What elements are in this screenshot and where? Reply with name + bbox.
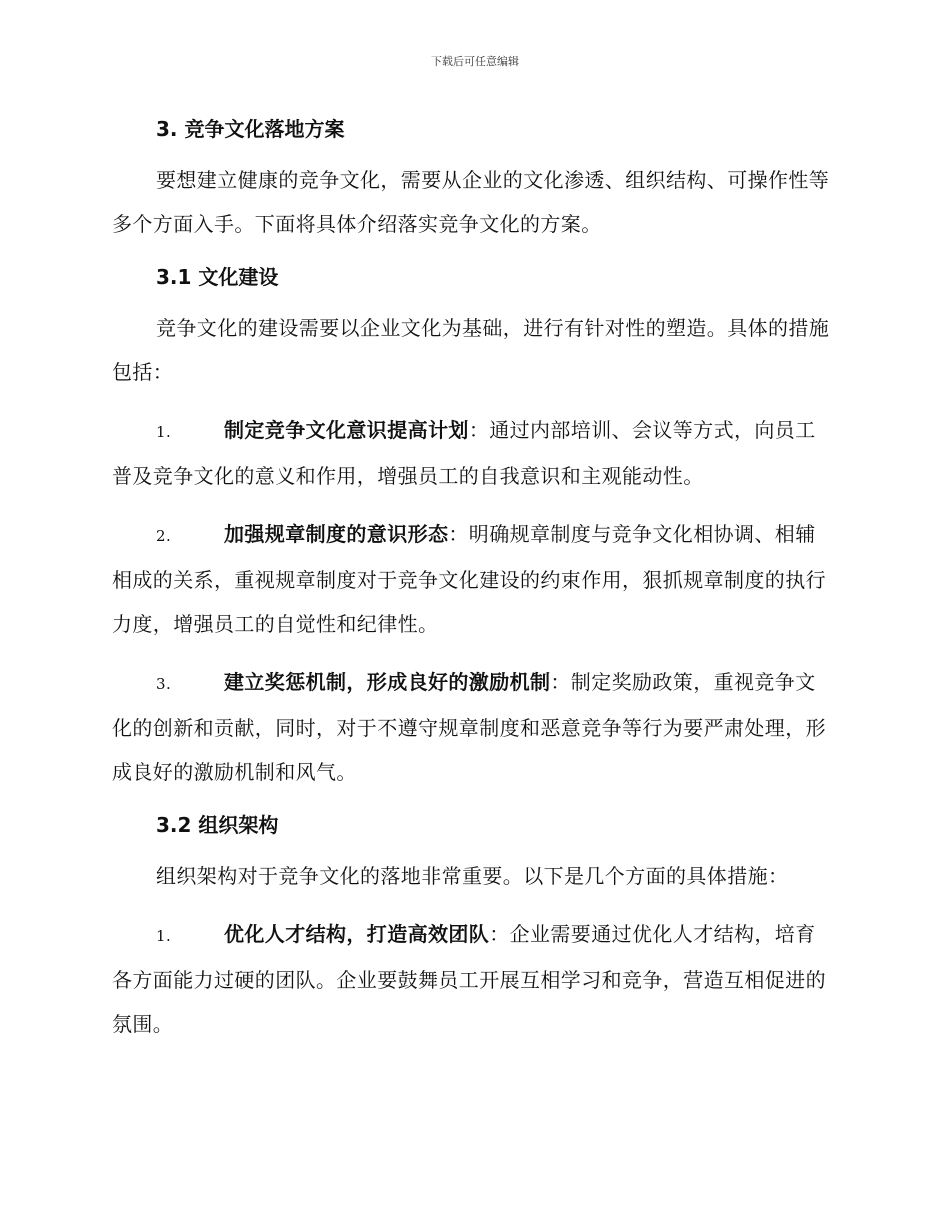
section-heading-3-2: 3.2 组织架构	[156, 813, 279, 837]
list-item-text: ：制定奖励政策，重视竞争文化的创新和贡献，同时，对于不遵守规章制度和恶意竞争等行为要严肃处理，形成良好的激励机制和风气。	[112, 670, 826, 784]
list-item	[112, 512, 830, 646]
list-item-title: 优化人才结构，打造高效团队	[224, 922, 490, 946]
list-item	[112, 408, 830, 498]
section-3-intro: 要想建立健康的竞争文化，需要从企业的文化渗透、组织结构、可操作性等多个方面入手。下面将具体介绍落实竞争文化的方案。	[112, 168, 830, 236]
list-item-title: 建立奖惩机制，形成良好的激励机制	[224, 670, 551, 694]
section-heading-3: 3. 竞争文化落地方案	[156, 117, 345, 141]
page-header: 下载后可任意编辑	[431, 55, 519, 68]
section-3-2-intro: 组织架构对于竞争文化的落地非常重要。以下是几个方面的具体措施：	[156, 864, 789, 888]
section-3-1-intro: 竞争文化的建设需要以企业文化为基础，进行有针对性的塑造。具体的措施包括：	[112, 316, 830, 384]
list-number: 1.	[156, 423, 172, 441]
list-item-text: ：通过内部培训、会议等方式，向员工普及竞争文化的意义和作用，增强员工的自我意识和主观能动性。	[112, 418, 816, 488]
list-item-text: ：企业需要通过优化人才结构，培育各方面能力过硬的团队。企业要鼓舞员工开展互相学习和竞争，营造互相促进的氛围。	[112, 922, 826, 1036]
list-number: 3.	[156, 675, 172, 693]
list-item	[112, 660, 830, 794]
list-item	[112, 912, 830, 1046]
list-number: 2.	[156, 527, 172, 545]
document-body	[112, 112, 830, 1060]
list-item-title: 加强规章制度的意识形态	[224, 522, 449, 546]
list-item-title: 制定竞争文化意识提高计划	[224, 418, 469, 442]
section-heading-3-1: 3.1 文化建设	[156, 265, 279, 289]
list-number: 1.	[156, 927, 172, 945]
list-item-text: ：明确规章制度与竞争文化相协调、相辅相成的关系，重视规章制度对于竞争文化建设的约束作用，狠抓规章制度的执行力度，增强员工的自觉性和纪律性。	[112, 522, 826, 636]
